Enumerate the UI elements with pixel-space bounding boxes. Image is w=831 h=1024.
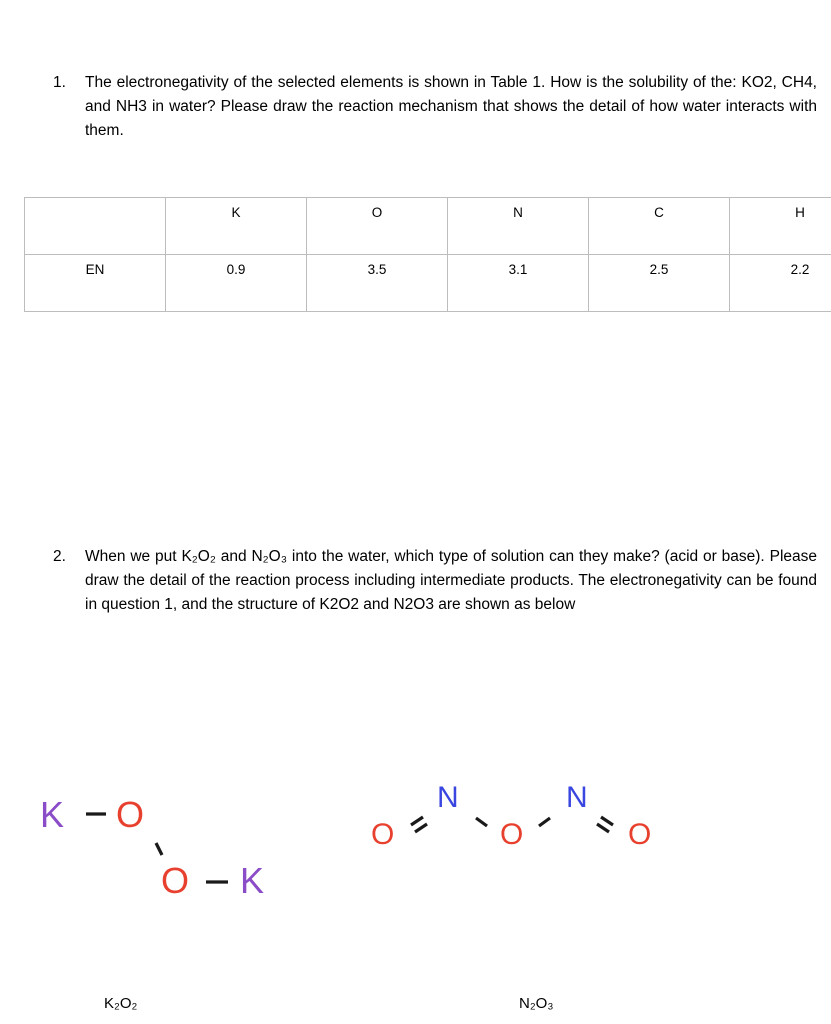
n2o3-structure bbox=[371, 781, 651, 851]
single-bond bbox=[476, 818, 487, 826]
table-cell: 2.2 bbox=[730, 255, 831, 312]
table-cell: 3.5 bbox=[307, 255, 448, 312]
atom-k: K bbox=[40, 794, 65, 835]
atom-o: O bbox=[500, 818, 524, 851]
double-bond bbox=[601, 817, 613, 825]
table-row bbox=[25, 255, 831, 312]
atom-k: K bbox=[240, 860, 265, 900]
table-header-row bbox=[25, 198, 831, 255]
table-cell: EN bbox=[25, 255, 166, 312]
table-header-cell: K bbox=[166, 198, 307, 255]
atom-o: O bbox=[371, 818, 395, 851]
atom-o: O bbox=[628, 818, 652, 851]
k2o2-label: K₂O₂ bbox=[104, 995, 138, 1012]
table-cell: 3.1 bbox=[448, 255, 589, 312]
question-2 bbox=[53, 545, 817, 617]
atom-n: N bbox=[437, 781, 459, 814]
table-cell: 0.9 bbox=[166, 255, 307, 312]
table-header-cell: C bbox=[589, 198, 730, 255]
table-header-cell: N bbox=[448, 198, 589, 255]
electronegativity-table bbox=[24, 197, 831, 312]
question-2-text: When we put K₂O₂ and N₂O₃ into the water, which type of solution can they make? (acid or base). Please draw the detail of the reaction process including intermediate products. The electronegativity can be found in question 1, and the structure of K2O2 and N2O3 are shown as below bbox=[85, 548, 817, 613]
question-2-number: 2. bbox=[53, 548, 66, 565]
atom-o: O bbox=[116, 794, 145, 835]
single-bond bbox=[539, 818, 550, 826]
table-header-cell: H bbox=[730, 198, 831, 255]
single-bond bbox=[156, 843, 162, 855]
table-header-cell: O bbox=[307, 198, 448, 255]
double-bond bbox=[415, 824, 427, 832]
atom-o: O bbox=[161, 860, 190, 900]
question-1 bbox=[53, 71, 817, 143]
table-header-cell bbox=[25, 198, 166, 255]
double-bond bbox=[411, 817, 423, 825]
table-cell: 2.5 bbox=[589, 255, 730, 312]
question-1-text: The electronegativity of the selected elements is shown in Table 1. How is the solubility of the: KO2, CH4, and NH3 in water? Please draw the reaction mechanism that shows the detail of how water interacts with them. bbox=[85, 74, 817, 139]
k2o2-structure bbox=[40, 794, 264, 900]
n2o3-label: N₂O₃ bbox=[519, 995, 554, 1012]
atom-n: N bbox=[566, 781, 588, 814]
question-1-number: 1. bbox=[53, 74, 66, 91]
double-bond bbox=[597, 824, 609, 832]
molecular-structures bbox=[0, 740, 831, 900]
